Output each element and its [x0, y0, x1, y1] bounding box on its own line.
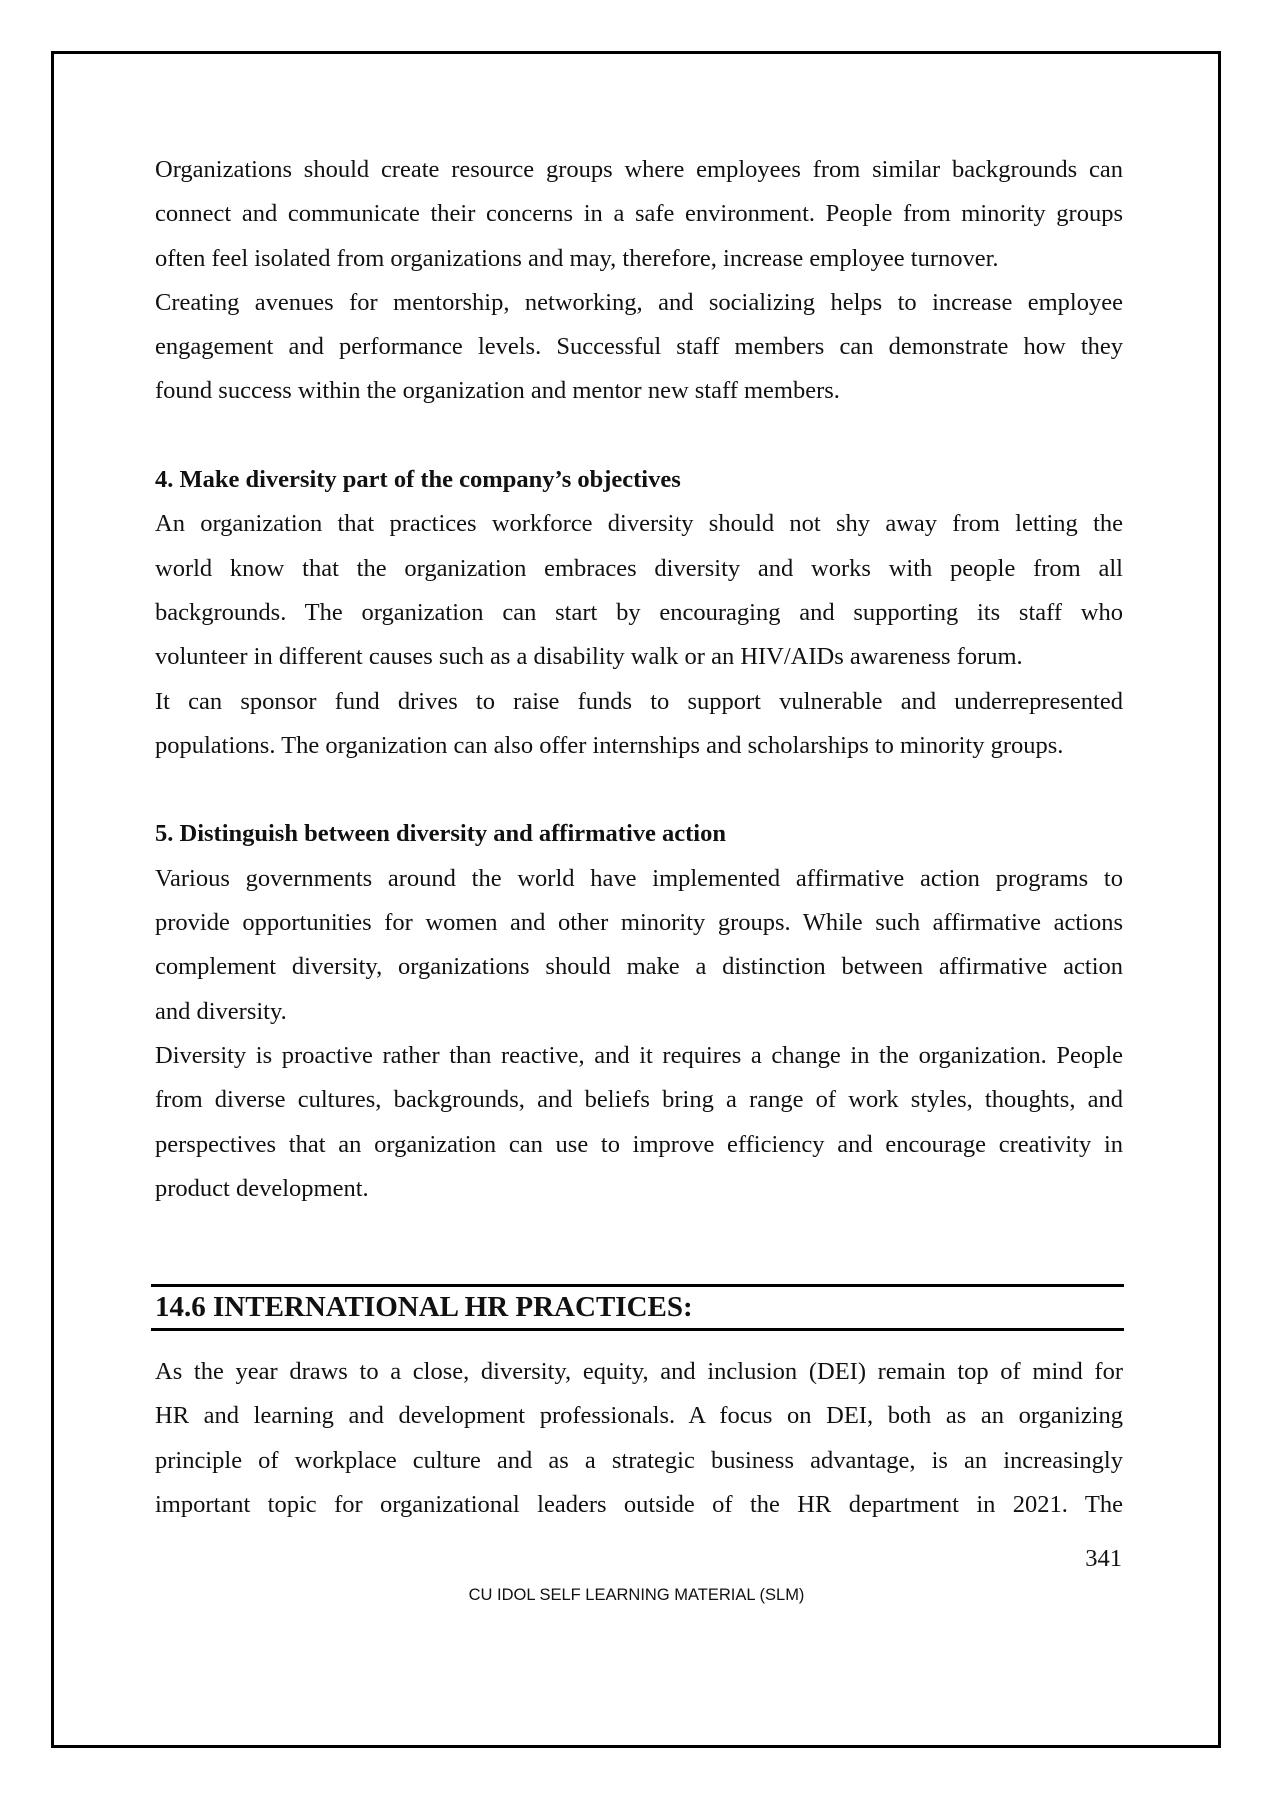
- text-line: backgrounds. The organization can start by encouraging and supporting its staff who: [155, 598, 1123, 626]
- page-content: [155, 148, 1123, 1211]
- section-heading: 14.6 INTERNATIONAL HR PRACTICES:: [151, 1284, 1124, 1331]
- text-line: complement diversity, organizations should make a distinction between affirmative action: [155, 953, 1123, 981]
- page-footer: CU IDOL SELF LEARNING MATERIAL (SLM): [468, 1586, 805, 1604]
- point-4-heading: 4. Make diversity part of the company’s objectives: [155, 466, 681, 494]
- text-line: principle of workplace culture and as a strategic business advantage, is an increasingly: [155, 1446, 1123, 1474]
- text-line: important topic for organizational leaders outside of the HR department in 2021. The: [155, 1490, 1123, 1518]
- text-line: Various governments around the world have implemented affirmative action programs to: [155, 864, 1123, 892]
- section-14-6-paragraph: [155, 1350, 1123, 1527]
- text-line: from diverse cultures, backgrounds, and beliefs bring a range of work styles, thoughts, and: [155, 1086, 1123, 1114]
- text-line: Organizations should create resource groups where employees from similar backgrounds can: [155, 156, 1123, 183]
- intro-paragraph-2: [155, 281, 1123, 414]
- text-line: As the year draws to a close, diversity, equity, and inclusion (DEI) remain top of mind for: [155, 1358, 1123, 1385]
- text-line: found success within the organization and mentor new staff members.: [155, 377, 840, 405]
- point-5-heading: 5. Distinguish between diversity and affirmative action: [155, 820, 726, 848]
- text-line: connect and communicate their concerns in a safe environment. People from minority groups: [155, 200, 1123, 228]
- text-line: It can sponsor fund drives to raise funds to support vulnerable and underrepresented: [155, 687, 1123, 715]
- text-line: volunteer in different causes such as a disability walk or an HIV/AIDs awareness forum.: [155, 643, 1023, 671]
- intro-paragraph: [155, 148, 1123, 281]
- text-line: perspectives that an organization can use to improve efficiency and encourage creativity in: [155, 1130, 1123, 1158]
- text-line: Creating avenues for mentorship, networking, and socializing helps to increase employee: [155, 288, 1123, 316]
- text-line: often feel isolated from organizations and may, therefore, increase employee turnover.: [155, 244, 999, 272]
- text-line: populations. The organization can also offer internships and scholarships to minority groups.: [155, 731, 1064, 759]
- point-5-paragraph-2: [155, 1034, 1123, 1211]
- point-5-paragraph-1: [155, 857, 1123, 1034]
- text-line: product development.: [155, 1174, 369, 1202]
- text-line: world know that the organization embraces diversity and works with people from all: [155, 554, 1123, 582]
- text-line: provide opportunities for women and other minority groups. While such affirmative actions: [155, 909, 1123, 937]
- point-4-paragraph-1: [155, 502, 1123, 679]
- section-14-6-body: [155, 1350, 1123, 1527]
- text-line: and diversity.: [155, 997, 287, 1025]
- text-line: An organization that practices workforce diversity should not shy away from letting the: [155, 510, 1123, 538]
- page-number: 341: [1085, 1545, 1122, 1572]
- point-4-paragraph-2: [155, 680, 1123, 769]
- text-line: Diversity is proactive rather than reactive, and it requires a change in the organization. People: [155, 1041, 1123, 1069]
- text-line: engagement and performance levels. Successful staff members can demonstrate how they: [155, 333, 1123, 361]
- text-line: HR and learning and development professionals. A focus on DEI, both as an organizing: [155, 1402, 1123, 1430]
